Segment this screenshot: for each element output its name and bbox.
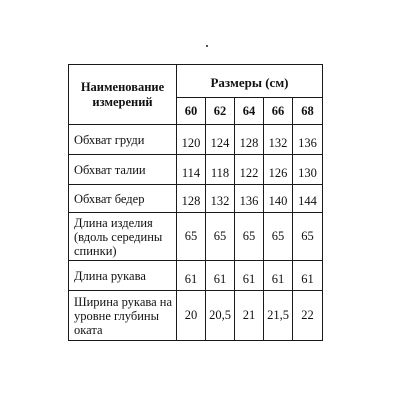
table-cell: 65: [177, 213, 206, 261]
size-64: 64: [235, 98, 264, 125]
table-cell: 61: [264, 261, 293, 291]
table-cell: 61: [235, 261, 264, 291]
table-cell: 120: [177, 125, 206, 155]
table-row: [69, 125, 323, 155]
table-cell: 22: [293, 291, 323, 341]
size-62: 62: [206, 98, 235, 125]
table-cell: 136: [293, 125, 323, 155]
table-cell: 20: [177, 291, 206, 341]
table-row: [69, 213, 323, 261]
table-cell: 126: [264, 155, 293, 185]
table-cell: 20,5: [206, 291, 235, 341]
row-label: Обхват груди: [69, 125, 177, 155]
table-cell: 128: [177, 185, 206, 213]
sizes-header: Размеры (см): [177, 65, 323, 98]
size-68: 68: [293, 98, 323, 125]
table-cell: 65: [235, 213, 264, 261]
table-cell: 132: [264, 125, 293, 155]
table-cell: 61: [206, 261, 235, 291]
table-cell: 114: [177, 155, 206, 185]
table-cell: 124: [206, 125, 235, 155]
table-cell: 21: [235, 291, 264, 341]
table-cell: 144: [293, 185, 323, 213]
row-label: Обхват талии: [69, 155, 177, 185]
size-60: 60: [177, 98, 206, 125]
table-row: [69, 261, 323, 291]
table-cell: 61: [177, 261, 206, 291]
measurement-name-header: Наименование измерений: [69, 65, 177, 125]
table-cell: 132: [206, 185, 235, 213]
row-label: Длина рукава: [69, 261, 177, 291]
table-row: [69, 155, 323, 185]
table-cell: 140: [264, 185, 293, 213]
table-header-row: [69, 65, 323, 98]
table-cell: 65: [293, 213, 323, 261]
table-cell: 65: [264, 213, 293, 261]
table-row: [69, 185, 323, 213]
table-cell: 21,5: [264, 291, 293, 341]
table-cell: 130: [293, 155, 323, 185]
stray-dot: [206, 45, 208, 47]
size-chart-table: [68, 64, 323, 341]
table-row: [69, 291, 323, 341]
row-label: Обхват бедер: [69, 185, 177, 213]
table-cell: 65: [206, 213, 235, 261]
table-cell: 118: [206, 155, 235, 185]
size-66: 66: [264, 98, 293, 125]
row-label: Ширина рукава на уровне глубины оката: [69, 291, 177, 341]
table-cell: 128: [235, 125, 264, 155]
row-label: Длина изделия (вдоль середины спинки): [69, 213, 177, 261]
table-cell: 61: [293, 261, 323, 291]
table-cell: 136: [235, 185, 264, 213]
table-cell: 122: [235, 155, 264, 185]
